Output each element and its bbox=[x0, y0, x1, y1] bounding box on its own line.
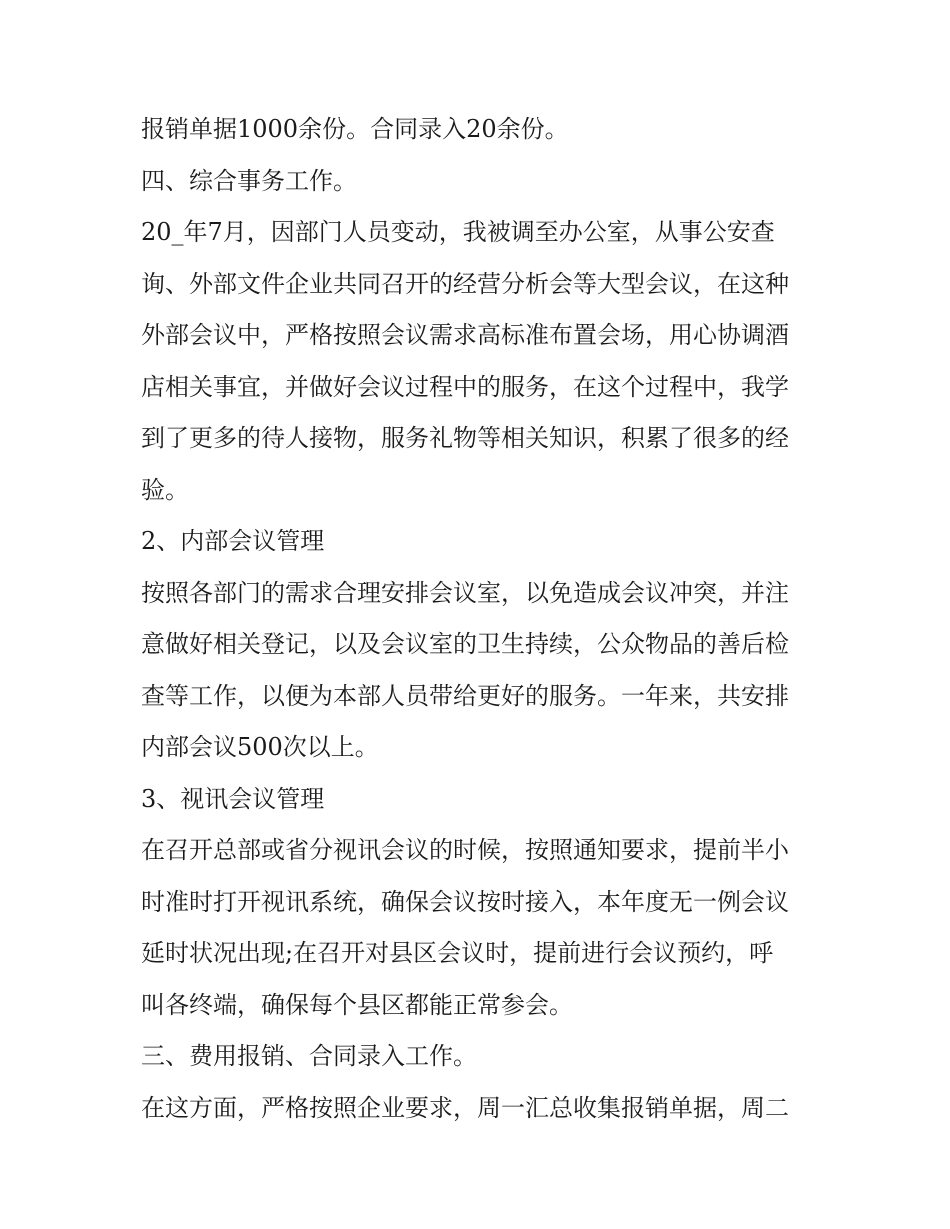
section-heading: 三、费用报销、合同录入工作。 bbox=[141, 1042, 477, 1070]
text-line: 20_年7月，因部门人员变动，我被调至办公室，从事公安查 bbox=[141, 218, 775, 246]
subsection-heading: 3、视讯会议管理 bbox=[141, 784, 325, 813]
text-line: 意做好相关登记，以及会议室的卫生持续，公众物品的善后检 bbox=[141, 630, 789, 658]
text-line: 按照各部门的需求合理安排会议室，以免造成会议冲突，并注 bbox=[141, 578, 789, 607]
text-line: 延时状况出现;在召开对县区会议时，提前进行会议预约，呼 bbox=[141, 939, 774, 967]
text-line: 内部会议500次以上。 bbox=[141, 733, 379, 761]
text-line: 在这方面，严格按照企业要求，周一汇总收集报销单据，周二 bbox=[141, 1093, 789, 1122]
text-line: 验。 bbox=[141, 475, 189, 504]
text-line: 在召开总部或省分视讯会议的时候，按照通知要求，提前半小 bbox=[141, 836, 789, 864]
text-line: 报销单据1000余份。合同录入20余份。 bbox=[141, 115, 569, 143]
text-line: 到了更多的待人接物，服务礼物等相关知识，积累了很多的经 bbox=[141, 424, 789, 452]
section-heading: 四、综合事务工作。 bbox=[141, 166, 357, 195]
text-line: 叫各终端，确保每个县区都能正常参会。 bbox=[141, 990, 573, 1019]
text-line: 查等工作，以便为本部人员带给更好的服务。一年来，共安排 bbox=[141, 681, 789, 710]
text-line: 询、外部文件企业共同召开的经营分析会等大型会议，在这种 bbox=[141, 269, 789, 298]
subsection-heading: 2、内部会议管理 bbox=[141, 527, 325, 555]
document-body bbox=[141, 104, 831, 1134]
text-line: 外部会议中，严格按照会议需求高标准布置会场，用心协调酒 bbox=[141, 321, 789, 349]
text-line: 店相关事宜，并做好会议过程中的服务，在这个过程中，我学 bbox=[141, 372, 789, 401]
text-line: 时准时打开视讯系统，确保会议按时接入，本年度无一例会议 bbox=[141, 887, 789, 916]
